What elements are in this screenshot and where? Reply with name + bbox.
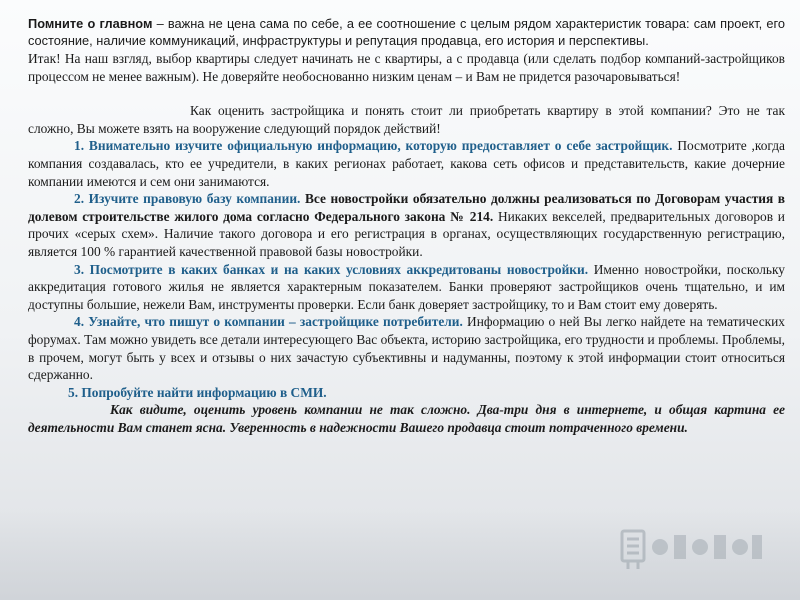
intro-lead: Помните о главном <box>28 16 153 31</box>
step-1-text: Посмотрите ,когда компания создавалась, кто ее учредители, в каких регионах работает, какова сеть офисов и представительств, какие дочерние компании имеются и сем они занимаются. <box>28 138 785 189</box>
intro-paragraph <box>28 16 785 49</box>
intro-text: – важна не цена сама по себе, а ее соотношение с целым рядом характеристик товара: сам проект, его состояние, наличие коммуникаций, инфраструктуры и репутация продавца, его история и перспективы. <box>28 16 785 48</box>
itak-paragraph: Итак! На наш взгляд, выбор квартиры следует начинать не с квартиры, а с продавца (или сделать подбор компаний-застройщиков процессом не менее важным). Не доверяйте необоснованно низким ценам – и Вам не придется разочаровываться! <box>28 51 785 84</box>
step-4-heading: 4. Узнайте, что пишут о компании – застройщике потребители. <box>74 314 463 330</box>
question-paragraph: Как оценить застройщика и понять стоит ли приобретать квартиру в этой компании? Это не так сложно, Вы можете взять на вооружение следующий порядок действий! <box>28 103 785 136</box>
slide-text-body <box>28 16 785 436</box>
step-2 <box>28 190 785 260</box>
step-2-text: Никаких векселей, предварительных договоров и прочих «серых схем». Наличие такого договора и его регистрация в органах, осуществляющих государственную регистрацию, является 100 % гарантией качественной правовой базы новостройки. <box>28 208 785 259</box>
conclusion-paragraph: Как видите, оценить уровень компании не так сложно. Два-три дня в интернете, и общая картина ее деятельности Вам станет ясна. Уверенность в надежности Вашего продавца стоит потраченного времени. <box>28 402 785 435</box>
step-4-text: Информацию о ней Вы легко найдете на тематических форумах. Там можно увидеть все детали интересующего Вас объекта, историю застройщика, его трудности и проблемы. Проблемы, в прочем, могут быть у всех и отзывы о них зачастую субъективны и надуманны, поэтому к этой информации стоит относиться сдержанно. <box>28 314 786 383</box>
step-4 <box>28 313 785 383</box>
step-2-bold: Все новостройки обязательно должны реализоваться по Договорам участия в долевом строительстве жилого дома согласно Федерального закона № 214. <box>28 191 785 224</box>
step-5-heading: 5. Попробуйте найти информацию в СМИ. <box>68 384 327 400</box>
step-3 <box>28 261 785 314</box>
spacer <box>28 85 785 102</box>
presentation-logo-icon <box>618 525 768 571</box>
step-1 <box>28 137 785 190</box>
step-2-heading: 2. Изучите правовую базу компании. <box>74 191 301 207</box>
step-3-heading: 3. Посмотрите в каких банках и на каких условиях аккредитованы новостройки. <box>74 261 589 277</box>
step-1-heading: 1. Внимательно изучите официальную информацию, которую предоставляет о себе застройщик. <box>74 138 673 154</box>
step-3-text: Именно новостройки, поскольку аккредитация готового жилья не является характерным показателем. Банки проверяют застройщиков очень тщательно, и им доступны большие, нежели Вам, инструменты проверки. Если банк доверяет застройщику, то и Вам стоит ему доверять. <box>28 261 785 312</box>
step-5 <box>28 384 785 402</box>
